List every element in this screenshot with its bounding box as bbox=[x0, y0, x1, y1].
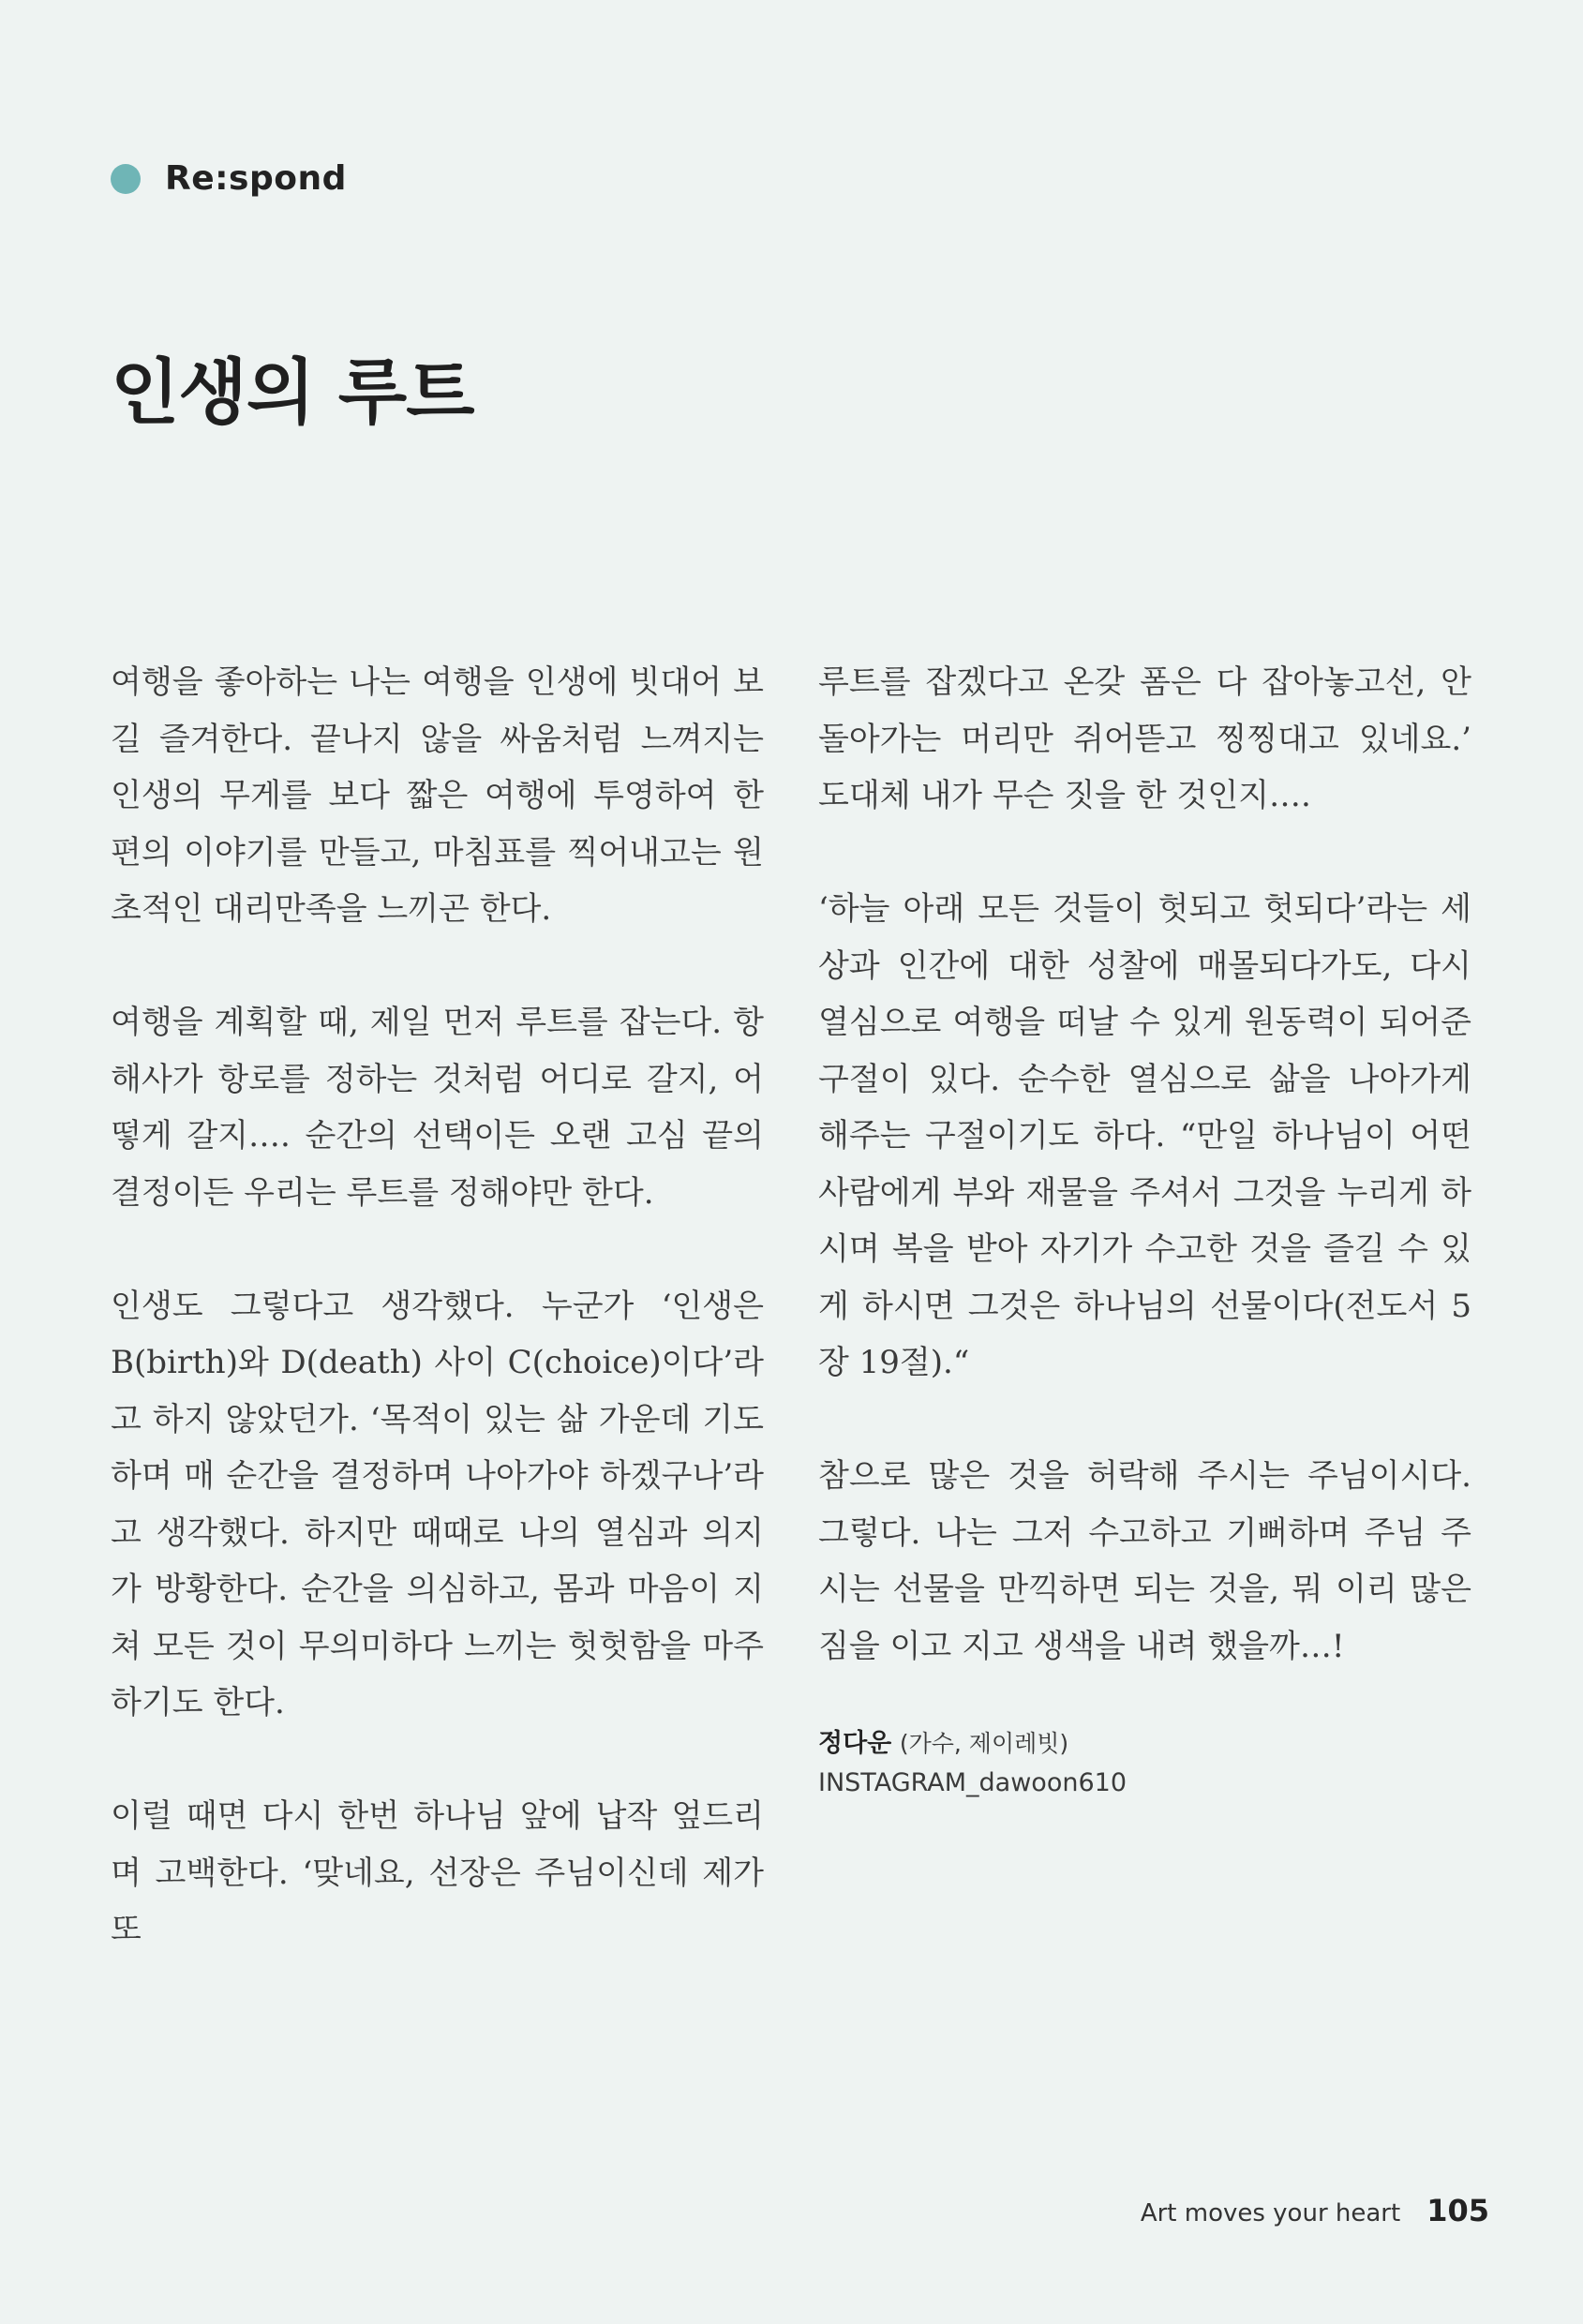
section-label: Re:spond bbox=[165, 159, 347, 198]
author-role: (가수, 제이레빗) bbox=[899, 1729, 1069, 1757]
page-title: 인생의 루트 bbox=[111, 350, 474, 434]
body-paragraph: 여행을 좋아하는 나는 여행을 인생에 빗대어 보길 즐겨한다. 끝나지 않을 싸움처럼 느껴지는 인생의 무게를 보다 짧은 여행에 투영하여 한 편의 이야기를 만들고, 마침표를 찍어내고는 원초적인 대리만족을 느끼곤 한다. bbox=[111, 663, 764, 928]
body-paragraph: 참으로 많은 것을 허락해 주시는 주님이시다. 그렇다. 나는 그저 수고하고 기뻐하며 주님 주시는 선물을 만끽하면 되는 것을, 뭐 이리 많은 짐을 이고 지고 생색을 내려 했을까…! bbox=[818, 1457, 1471, 1665]
article-column-right bbox=[818, 654, 1471, 1803]
article-column-left bbox=[111, 654, 764, 2015]
body-paragraph: 이럴 때면 다시 한번 하나님 앞에 납작 엎드리며 고백한다. ‘맞네요, 선장은 주님이신데 제가 또 bbox=[111, 1797, 764, 1948]
body-paragraph: 루트를 잡겠다고 온갖 폼은 다 잡아놓고선, 안 돌아가는 머리만 쥐어뜯고 찡찡대고 있네요.’ 도대체 내가 무슨 짓을 한 것인지…. bbox=[818, 663, 1471, 814]
footer-tagline: Art moves your heart bbox=[1140, 2199, 1401, 2227]
author-instagram: INSTAGRAM_dawoon610 bbox=[818, 1767, 1127, 1797]
body-paragraph: 인생도 그렇다고 생각했다. 누군가 ‘인생은 B(birth)와 D(death) 사이 C(choice)이다’라고 하지 않았던가. ‘목적이 있는 삶 가운데 기도하며 매 순간을 결정하며 나아가야 하겠구나’라고 생각했다. 하지만 때때로 나의 열심과 의지가 방황한다. 순간을 의심하고, 몸과 마음이 지쳐 모든 것이 무의미하다 느끼는 헛헛함을 마주하기도 한다. bbox=[111, 1287, 764, 1721]
author-credit bbox=[818, 1724, 1471, 1803]
section-dot-icon bbox=[111, 164, 141, 194]
section-tag bbox=[111, 159, 347, 198]
page-number: 105 bbox=[1426, 2193, 1489, 2228]
body-paragraph: ‘하늘 아래 모든 것들이 헛되고 헛되다’라는 세상과 인간에 대한 성찰에 매몰되다가도, 다시 열심으로 여행을 떠날 수 있게 원동력이 되어준 구절이 있다. 순수한 열심으로 삶을 나아가게 해주는 구절이기도 하다. “만일 하나님이 어떤 사람에게 부와 재물을 주셔서 그것을 누리게 하시며 복을 받아 자기가 수고한 것을 즐길 수 있게 하시면 그것은 하나님의 선물이다(전도서 5장 19절).“ bbox=[818, 890, 1471, 1381]
page-footer bbox=[1141, 2193, 1489, 2228]
body-paragraph: 여행을 계획할 때, 제일 먼저 루트를 잡는다. 항해사가 항로를 정하는 것처럼 어디로 갈지, 어떻게 갈지…. 순간의 선택이든 오랜 고심 끝의 결정이든 우리는 루트를 정해야만 한다. bbox=[111, 1004, 764, 1212]
author-name: 정다운 bbox=[818, 1728, 892, 1758]
